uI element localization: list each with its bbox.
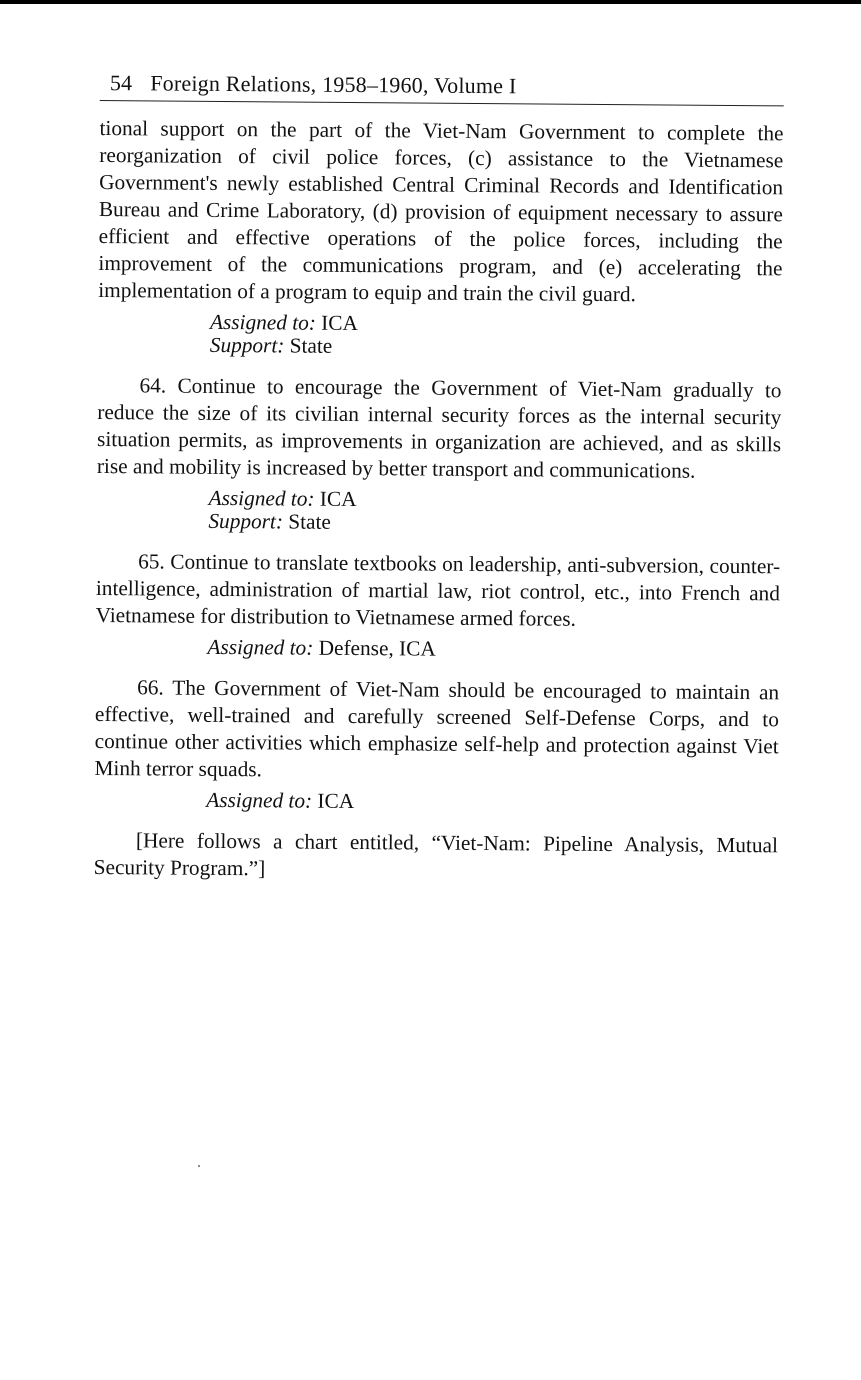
support-line [210,334,782,361]
support-value: State [289,333,333,358]
assigned-value: ICA [319,486,357,512]
scan-speck [198,1165,200,1167]
assigned-label: Assigned to: [209,309,317,335]
paragraph-item-65: 65. Continue to translate textbooks on leadership, anti-subversion, counter-intelligence, administration of martial law, riot control, etc., into French and Vietnamese for distribution to Vietnamese armed forces. [95,549,781,631]
assigned-label: Assigned to: [208,485,315,511]
assigned-line [207,636,779,663]
volume-title: Foreign Relations, 1958–1960, Volume I [150,70,517,99]
assigned-value: ICA [321,310,359,336]
support-label: Support: [209,332,285,358]
assignment-block-64 [208,487,780,537]
paragraph-item-66: 66. The Government of Viet-Nam should be encouraged to maintain an effective, well-trained and carefully screened Self-Defense Corps, and to continue other activities which emphasize self-help and protection against Viet Minh terror squads. [94,675,780,782]
document-page [94,70,784,886]
running-header [100,70,784,106]
assigned-label: Assigned to: [206,787,313,813]
assigned-label: Assigned to: [207,634,314,660]
editorial-note: [Here follows a chart entitled, “Viet-Nam: Pipeline Analysis, Mutual Security Program.”] [93,828,779,881]
page-number: 54 [109,70,133,96]
paragraph-item-64: 64. Continue to encourage the Government of Viet-Nam gradually to reduce the size of its civilian internal security forces as the internal security situation permits, as improvements in organization are achieved, and as skills rise and mobility is increased by better transport and communications. [96,373,782,483]
support-line [208,510,780,537]
paragraph-continuation: tional support on the part of the Viet-Nam Government to complete the reorganization of civil police forces, (c) assistance to the Vietnamese Government's newly established Central Criminal Records and Identification Bureau and Crime Laboratory, (d) provision of equipment necessary to assure efficient and effective operations of the police forces, including the improvement of the communications program, and (e) accelerating the implementation of a program to equip and train the civil guard. [98,115,784,307]
assignment-block-65 [207,636,779,663]
support-value: State [288,509,332,534]
support-label: Support: [208,508,284,534]
assigned-value: ICA [317,788,355,814]
assigned-line [206,789,778,816]
assignment-block-66 [206,789,778,816]
assignment-block-63 [210,311,782,361]
scan-border [0,0,861,4]
assigned-value: Defense, ICA [318,635,436,661]
